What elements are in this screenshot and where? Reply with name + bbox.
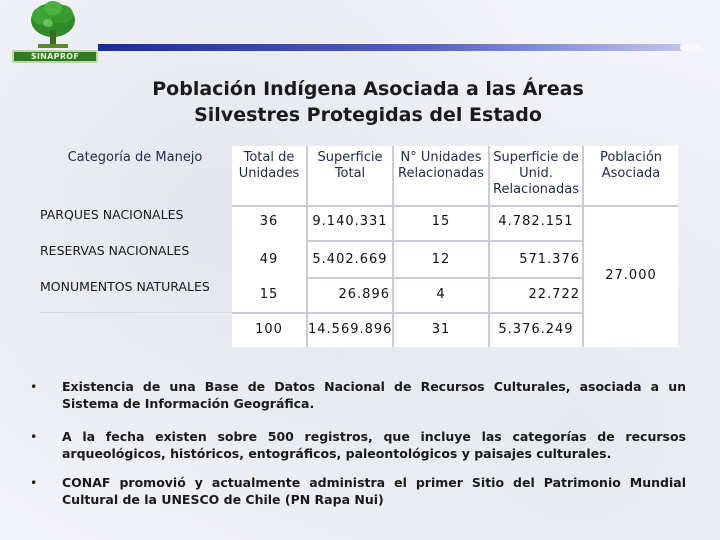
- row-separator: [308, 240, 582, 242]
- cell-superficie: 14.569.896: [308, 322, 393, 337]
- bullet-marker: •: [30, 429, 38, 444]
- header-unidades-relacionadas: N° Unidades Relacionadas: [398, 150, 484, 181]
- cell-total: 49: [259, 252, 279, 267]
- bullet-marker: •: [30, 475, 38, 490]
- cell-sup-relacionadas: 4.782.151: [498, 214, 574, 229]
- cell-poblacion: 27.000: [605, 268, 657, 283]
- row-separator: [232, 312, 308, 314]
- header-bar-glow: [680, 44, 700, 51]
- cell-superficie: 9.140.331: [312, 214, 388, 229]
- row-category: MONUMENTOS NATURALES: [40, 279, 210, 294]
- cell-relacionadas: 4: [436, 287, 446, 302]
- header-bar: [98, 44, 698, 51]
- cell-superficie: 5.402.669: [312, 252, 388, 267]
- header-poblacion: Población Asociada: [599, 150, 663, 181]
- row-category: RESERVAS NACIONALES: [40, 243, 190, 258]
- row-separator: [40, 312, 232, 313]
- cell-sup-relacionadas: 571.376: [519, 252, 580, 267]
- logo: [8, 0, 98, 66]
- bullet-marker: •: [30, 379, 38, 394]
- header-total-unidades: Total de Unidades: [238, 150, 300, 181]
- cell-total: 100: [255, 322, 283, 337]
- cell-sup-relacionadas: 5.376.249: [498, 322, 574, 337]
- bullet-text: A la fecha existen sobre 500 registros, que incluye las categorías de recursos arqueológicos, históricos, entográficos, paleontológicos y paisajes culturales.: [62, 429, 686, 461]
- row-separator: [308, 277, 582, 279]
- header-categoria: Categoría de Manejo: [67, 150, 203, 165]
- cell-superficie: 26.896: [338, 287, 390, 302]
- cell-relacionadas: 31: [431, 322, 451, 337]
- cell-total: 15: [259, 287, 279, 302]
- header-superficie-relacionadas: Superficie de Unid. Relacionadas: [493, 150, 579, 197]
- cell-relacionadas: 12: [431, 252, 451, 267]
- logo-label: SINAPROF: [12, 50, 98, 63]
- cell-total: 36: [259, 214, 279, 229]
- cell-relacionadas: 15: [431, 214, 451, 229]
- row-separator: [308, 312, 582, 314]
- row-category: PARQUES NACIONALES: [40, 207, 184, 222]
- cell-sup-relacionadas: 22.722: [528, 287, 580, 302]
- header-superficie-total: Superficie Total: [317, 150, 383, 181]
- header-separator: [232, 205, 678, 207]
- bullet-text: Existencia de una Base de Datos Nacional de Recursos Culturales, asociada a un Sistema de Información Geográfica.: [62, 379, 686, 411]
- slide-title: Población Indígena Asociada a las Áreas Silvestres Protegidas del Estado: [152, 78, 584, 126]
- bullet-text: CONAF promovió y actualmente administra el primer Sitio del Patrimonio Mundial Cultural de la UNESCO de Chile (PN Rapa Nui): [62, 475, 686, 507]
- tree-icon: [24, 0, 82, 52]
